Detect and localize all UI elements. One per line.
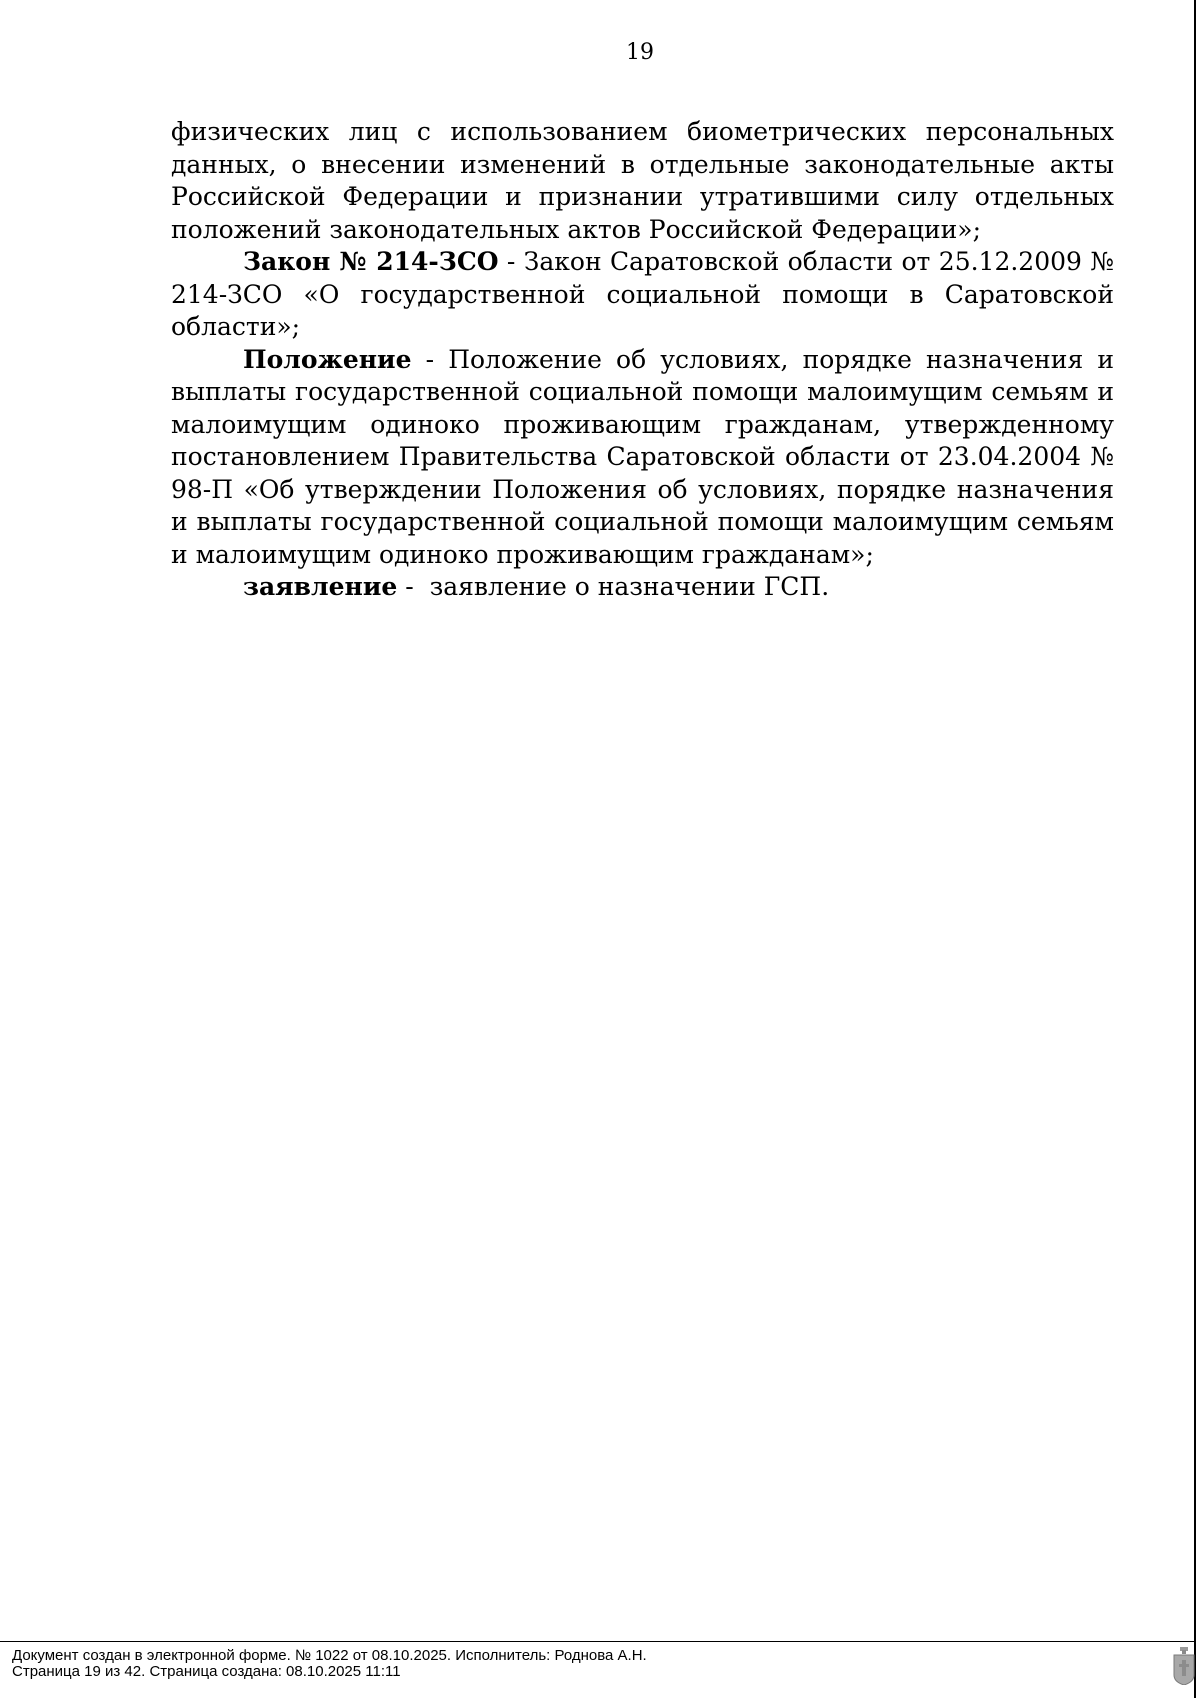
definition-text: заявление о назначении ГСП.	[429, 572, 830, 601]
definition-law-214	[171, 246, 1114, 344]
coat-of-arms-icon	[1173, 1647, 1195, 1685]
paragraph-continuation	[171, 116, 1114, 246]
definition-term: Закон № 214-ЗСО	[243, 247, 499, 276]
document-footer	[12, 1648, 647, 1680]
definition-text: Закон Саратовской области от 25.12.2009 № 214-ЗСО «О государственной социальной помощи в Саратовской области»;	[171, 247, 1114, 341]
paragraph-text: физических лиц с использованием биометрических персональных данных, о внесении изменений в отдельные законодательные акты Российской Федерации и признании утратившими силу отдельных положений законодательных актов Российской Федерации»;	[171, 117, 1114, 244]
definition-text: Положение об условиях, порядке назначения и выплаты государственной социальной помощи малоимущим семьям и малоимущим одиноко проживающим гражданам, утвержденному постановлением Правительства Саратовской области от 23.04.2004 № 98-П «Об утверждении Положения об условиях, порядке назначения и выплаты государственной социальной помощи малоимущим семьям и малоимущим одиноко проживающим гражданам»;	[171, 344, 1115, 569]
footer-document-info: Документ создан в электронной форме. № 1022 от 08.10.2025. Исполнитель: Роднова А.Н.	[12, 1647, 647, 1664]
page-number-text: 19	[626, 40, 654, 65]
definition-term: Положение	[243, 344, 412, 374]
definition-separator: -	[411, 344, 449, 374]
footer-page-info: Страница 19 из 42. Страница создана: 08.10.2025 11:11	[12, 1663, 401, 1680]
footer-divider	[0, 1641, 1196, 1642]
definition-separator: -	[397, 572, 430, 601]
document-body	[171, 116, 1114, 604]
definition-application	[171, 571, 1114, 604]
definition-separator: -	[498, 247, 524, 276]
definition-regulation	[171, 344, 1114, 572]
definition-term: заявление	[243, 572, 398, 601]
page-number	[0, 40, 1194, 65]
